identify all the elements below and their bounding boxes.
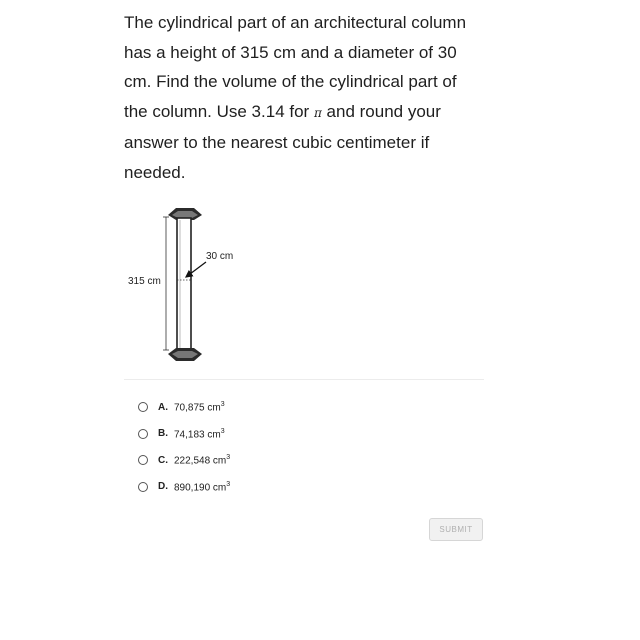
- radio-button-c[interactable]: [138, 455, 148, 465]
- question-text-part1: The cylindrical part of an architectural column has a height of 315 cm and a diameter of 30 cm. Find the volume of the cylindrical part of the column. Use 3.14 for: [124, 13, 467, 121]
- radio-button-d[interactable]: [138, 482, 148, 492]
- option-c-letter: C.: [158, 454, 168, 466]
- option-a-letter: A.: [158, 401, 168, 413]
- diameter-label: 30 cm: [206, 251, 234, 262]
- height-dimension-line: [163, 217, 169, 350]
- radio-button-a[interactable]: [138, 402, 148, 412]
- option-a-value: 70,875 $cm^3$: [174, 401, 225, 414]
- column-bottom-base: [168, 348, 202, 361]
- divider: [124, 379, 484, 380]
- submit-button[interactable]: SUBMIT: [429, 518, 483, 541]
- option-d[interactable]: [138, 474, 458, 501]
- pi-symbol: π: [313, 105, 322, 120]
- column-diagram: [120, 200, 260, 370]
- option-c[interactable]: [138, 447, 458, 474]
- option-b[interactable]: [138, 421, 458, 448]
- column-shaft: [177, 218, 191, 351]
- radio-button-b[interactable]: [138, 429, 148, 439]
- option-c-value: 222,548 $cm^3$: [174, 454, 231, 467]
- option-b-letter: B.: [158, 428, 168, 440]
- option-d-value: 890,190 $cm^3$: [174, 480, 231, 493]
- answer-options: [138, 394, 458, 500]
- column-figure: [120, 200, 260, 375]
- option-a[interactable]: [138, 394, 458, 421]
- option-b-value: 74,183 $cm^3$: [174, 427, 225, 440]
- height-label: 315 cm: [128, 276, 161, 287]
- option-d-letter: D.: [158, 481, 168, 493]
- question-text: [124, 8, 484, 187]
- question-text-part2: and round your answer to the nearest cubic centimeter if needed.: [124, 101, 441, 182]
